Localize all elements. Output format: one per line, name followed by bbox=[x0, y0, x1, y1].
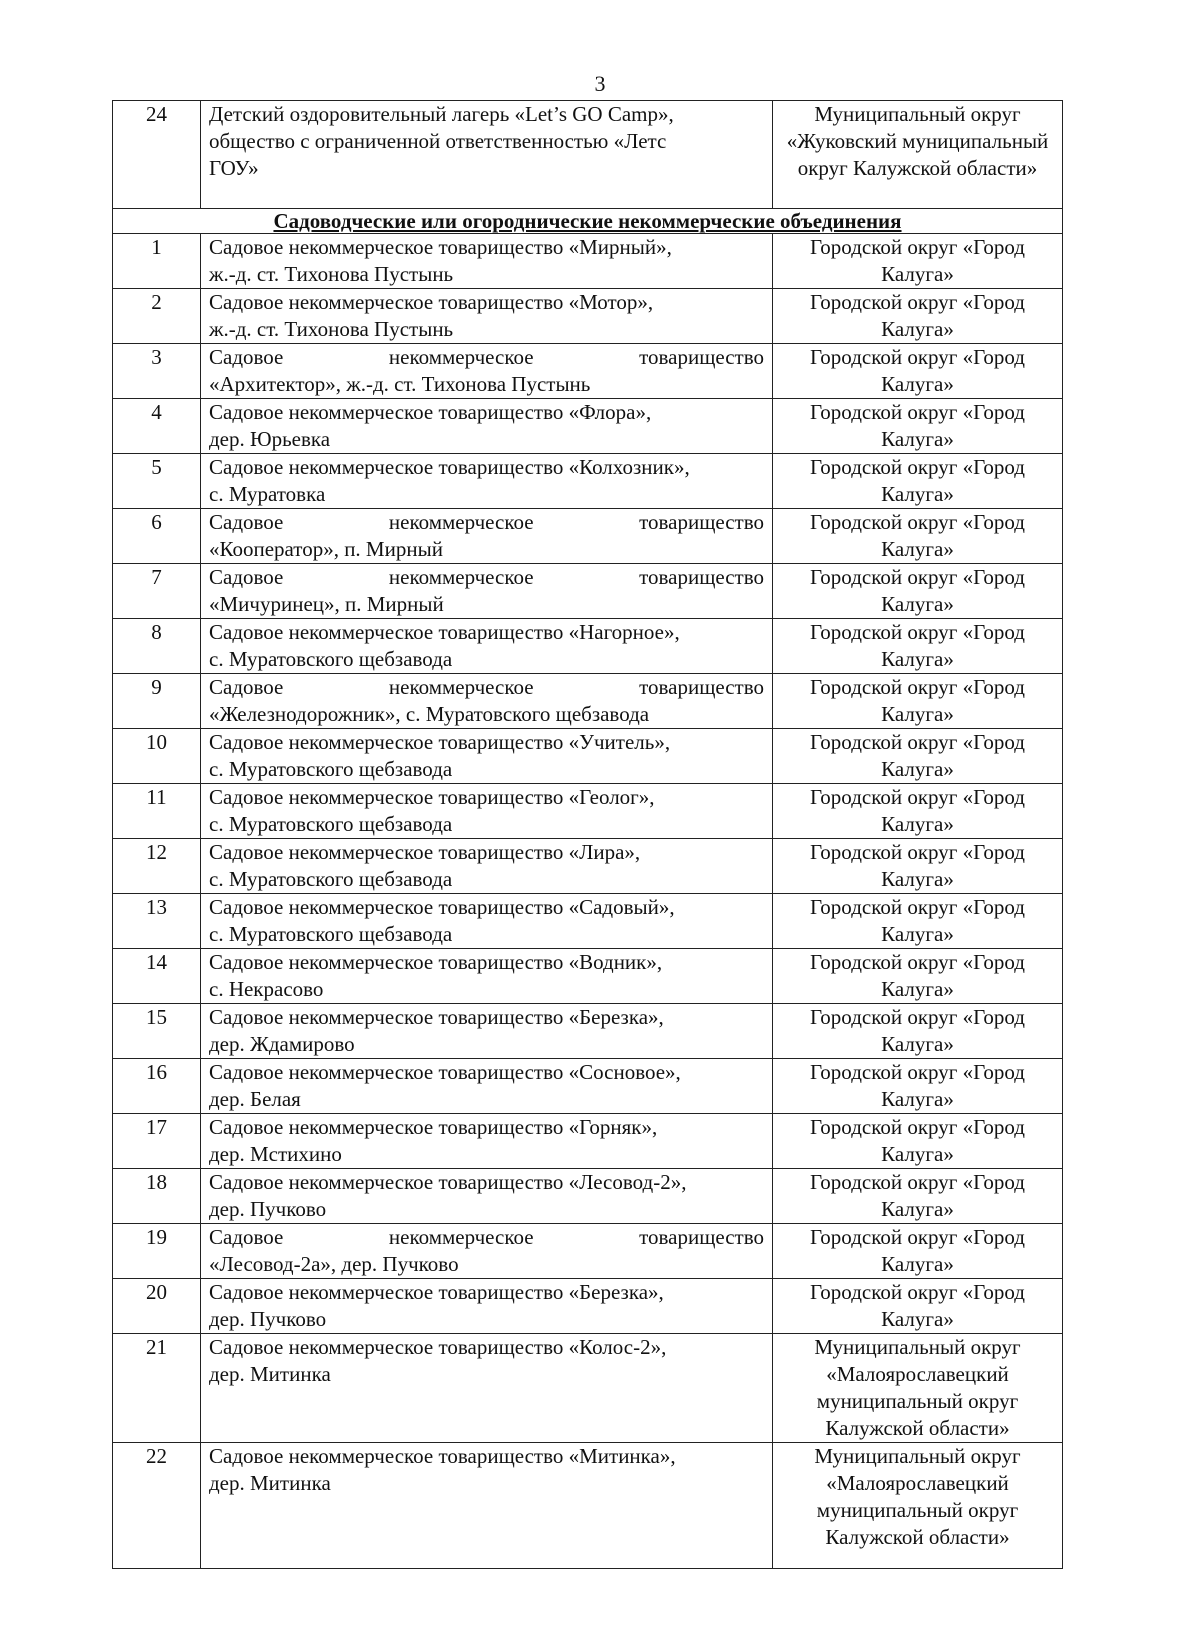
organization-name-line: Садовое некоммерческое товарищество «Мотор», bbox=[209, 290, 654, 314]
table-row bbox=[113, 289, 1063, 344]
row-number: 17 bbox=[113, 1114, 201, 1169]
municipality: Городской округ «Город Калуга» bbox=[773, 344, 1063, 399]
organization-name-line: «Архитектор», ж.-д. ст. Тихонова Пустынь bbox=[209, 372, 591, 396]
table-row bbox=[113, 784, 1063, 839]
row-number: 8 bbox=[113, 619, 201, 674]
organization-name-line: Детский оздоровительный лагерь «Let’s GO Camp», bbox=[209, 102, 674, 126]
municipality: Муниципальный округ «Малоярославецкий муниципальный округ Калужской области» bbox=[773, 1334, 1063, 1443]
municipality: Муниципальный округ «Жуковский муниципальный округ Калужской области» bbox=[773, 101, 1063, 209]
organization-name-line: ж.-д. ст. Тихонова Пустынь bbox=[209, 262, 454, 286]
organization-name bbox=[201, 234, 773, 289]
organization-name-line: «Железнодорожник», с. Муратовского щебзавода bbox=[209, 702, 650, 726]
organization-name-line: дер. Пучково bbox=[209, 1197, 327, 1221]
municipality: Городской округ «Город Калуга» bbox=[773, 1169, 1063, 1224]
municipality: Городской округ «Город Калуга» bbox=[773, 399, 1063, 454]
organization-name-line: дер. Митинка bbox=[209, 1471, 331, 1495]
row-number: 20 bbox=[113, 1279, 201, 1334]
organization-name-line: Садовое некоммерческое товарищество «Нагорное», bbox=[209, 620, 680, 644]
row-number: 13 bbox=[113, 894, 201, 949]
table-row bbox=[113, 234, 1063, 289]
organization-name bbox=[201, 1334, 773, 1443]
municipality: Муниципальный округ «Малоярославецкий муниципальный округ Калужской области» bbox=[773, 1443, 1063, 1569]
table-row bbox=[113, 454, 1063, 509]
organization-name bbox=[201, 399, 773, 454]
table-row bbox=[113, 101, 1063, 209]
organization-name-line: Садовое некоммерческое товарищество bbox=[209, 1225, 764, 1249]
organization-name-line: с. Муратовского щебзавода bbox=[209, 647, 453, 671]
row-number: 12 bbox=[113, 839, 201, 894]
organization-name-line: «Мичуринец», п. Мирный bbox=[209, 592, 444, 616]
municipality: Городской округ «Город Калуга» bbox=[773, 729, 1063, 784]
organization-name-line: общество с ограниченной ответственностью «Летс bbox=[209, 129, 667, 153]
municipality: Городской округ «Город Калуга» bbox=[773, 894, 1063, 949]
table-row bbox=[113, 894, 1063, 949]
row-number: 15 bbox=[113, 1004, 201, 1059]
organization-name bbox=[201, 564, 773, 619]
row-number: 9 bbox=[113, 674, 201, 729]
organization-name-line: Садовое некоммерческое товарищество «Лесовод-2», bbox=[209, 1170, 687, 1194]
organization-name-line: «Кооператор», п. Мирный bbox=[209, 537, 443, 561]
row-number: 6 bbox=[113, 509, 201, 564]
organization-name bbox=[201, 1443, 773, 1569]
organization-name-line: дер. Пучково bbox=[209, 1307, 327, 1331]
organization-name bbox=[201, 1279, 773, 1334]
table-body-camps bbox=[113, 101, 1063, 209]
table-row bbox=[113, 674, 1063, 729]
page-number: 3 bbox=[594, 71, 606, 96]
table-row bbox=[113, 949, 1063, 1004]
table-row bbox=[113, 1114, 1063, 1169]
organization-name-line: Садовое некоммерческое товарищество «Мирный», bbox=[209, 235, 672, 259]
table-row bbox=[113, 509, 1063, 564]
organization-name bbox=[201, 289, 773, 344]
table-row bbox=[113, 729, 1063, 784]
organization-name-line: ж.-д. ст. Тихонова Пустынь bbox=[209, 317, 454, 341]
municipality: Городской округ «Город Калуга» bbox=[773, 674, 1063, 729]
row-number: 14 bbox=[113, 949, 201, 1004]
organization-name-line: Садовое некоммерческое товарищество «Колос-2», bbox=[209, 1335, 667, 1359]
row-number: 4 bbox=[113, 399, 201, 454]
row-number: 7 bbox=[113, 564, 201, 619]
organization-name-line: с. Муратовского щебзавода bbox=[209, 922, 453, 946]
organization-name-line: Садовое некоммерческое товарищество «Лира», bbox=[209, 840, 641, 864]
organization-name-line: Садовое некоммерческое товарищество «Горняк», bbox=[209, 1115, 658, 1139]
row-number: 21 bbox=[113, 1334, 201, 1443]
organization-name bbox=[201, 619, 773, 674]
municipality: Городской округ «Город Калуга» bbox=[773, 949, 1063, 1004]
organization-name-line: «Лесовод-2а», дер. Пучково bbox=[209, 1252, 459, 1276]
municipality: Городской округ «Город Калуга» bbox=[773, 454, 1063, 509]
organization-name bbox=[201, 1059, 773, 1114]
table-row bbox=[113, 619, 1063, 674]
row-number: 11 bbox=[113, 784, 201, 839]
table-row bbox=[113, 344, 1063, 399]
organization-name-line: Садовое некоммерческое товарищество «Водник», bbox=[209, 950, 663, 974]
organization-name bbox=[201, 101, 773, 209]
organizations-table bbox=[112, 100, 1063, 1569]
organization-name bbox=[201, 1004, 773, 1059]
organization-name-line: Садовое некоммерческое товарищество «Садовый», bbox=[209, 895, 675, 919]
organization-name-line: Садовое некоммерческое товарищество «Геолог», bbox=[209, 785, 655, 809]
organization-name bbox=[201, 454, 773, 509]
row-number: 18 bbox=[113, 1169, 201, 1224]
municipality: Городской округ «Город Калуга» bbox=[773, 289, 1063, 344]
organization-name-line: дер. Белая bbox=[209, 1087, 301, 1111]
organization-name bbox=[201, 949, 773, 1004]
table-row bbox=[113, 1004, 1063, 1059]
table-section bbox=[113, 209, 1063, 234]
table-row bbox=[113, 1334, 1063, 1443]
table-body-gardening bbox=[113, 234, 1063, 1569]
organization-name-line: с. Муратовского щебзавода bbox=[209, 812, 453, 836]
organization-name bbox=[201, 784, 773, 839]
row-number: 24 bbox=[113, 101, 201, 209]
organization-name bbox=[201, 509, 773, 564]
row-number: 2 bbox=[113, 289, 201, 344]
organization-name-line: Садовое некоммерческое товарищество «Сосновое», bbox=[209, 1060, 681, 1084]
organization-name-line: Садовое некоммерческое товарищество «Флора», bbox=[209, 400, 652, 424]
table-row bbox=[113, 564, 1063, 619]
municipality: Городской округ «Город Калуга» bbox=[773, 1279, 1063, 1334]
municipality: Городской округ «Город Калуга» bbox=[773, 1114, 1063, 1169]
row-number: 22 bbox=[113, 1443, 201, 1569]
municipality: Городской округ «Город Калуга» bbox=[773, 839, 1063, 894]
table-row bbox=[113, 1443, 1063, 1569]
table-row bbox=[113, 1279, 1063, 1334]
organization-name bbox=[201, 729, 773, 784]
organization-name bbox=[201, 839, 773, 894]
row-number: 19 bbox=[113, 1224, 201, 1279]
table-row bbox=[113, 1169, 1063, 1224]
organization-name-line: с. Муратовского щебзавода bbox=[209, 867, 453, 891]
organization-name-line: Садовое некоммерческое товарищество «Березка», bbox=[209, 1005, 664, 1029]
organization-name bbox=[201, 1169, 773, 1224]
row-number: 5 bbox=[113, 454, 201, 509]
organization-name-line: Садовое некоммерческое товарищество «Митинка», bbox=[209, 1444, 676, 1468]
organization-name-line: Садовое некоммерческое товарищество bbox=[209, 510, 764, 534]
row-number: 3 bbox=[113, 344, 201, 399]
section-title: Садоводческие или огороднические некоммерческие объединения bbox=[113, 209, 1063, 234]
table-row bbox=[113, 839, 1063, 894]
row-number: 16 bbox=[113, 1059, 201, 1114]
organization-name-line: Садовое некоммерческое товарищество bbox=[209, 675, 764, 699]
organization-name-line: с. Муратовского щебзавода bbox=[209, 757, 453, 781]
organization-name-line: дер. Юрьевка bbox=[209, 427, 331, 451]
organization-name-line: дер. Митинка bbox=[209, 1362, 331, 1386]
organization-name-line: Садовое некоммерческое товарищество «Колхозник», bbox=[209, 455, 690, 479]
organization-name-line: дер. Мстихино bbox=[209, 1142, 342, 1166]
organization-name-line: с. Некрасово bbox=[209, 977, 324, 1001]
organization-name-line: Садовое некоммерческое товарищество bbox=[209, 565, 764, 589]
municipality: Городской округ «Город Калуга» bbox=[773, 1004, 1063, 1059]
organization-name-line: Садовое некоммерческое товарищество «Березка», bbox=[209, 1280, 664, 1304]
organization-name bbox=[201, 344, 773, 399]
organization-name-line: дер. Ждамирово bbox=[209, 1032, 355, 1056]
table-row bbox=[113, 1059, 1063, 1114]
municipality: Городской округ «Город Калуга» bbox=[773, 1224, 1063, 1279]
municipality: Городской округ «Город Калуга» bbox=[773, 564, 1063, 619]
organization-name bbox=[201, 1224, 773, 1279]
municipality: Городской округ «Город Калуга» bbox=[773, 619, 1063, 674]
organization-name bbox=[201, 674, 773, 729]
table-row bbox=[113, 1224, 1063, 1279]
municipality: Городской округ «Город Калуга» bbox=[773, 234, 1063, 289]
organization-name bbox=[201, 1114, 773, 1169]
organization-name-line: с. Муратовка bbox=[209, 482, 326, 506]
organization-name bbox=[201, 894, 773, 949]
table-row bbox=[113, 399, 1063, 454]
municipality: Городской округ «Город Калуга» bbox=[773, 784, 1063, 839]
municipality: Городской округ «Город Калуга» bbox=[773, 509, 1063, 564]
row-number: 10 bbox=[113, 729, 201, 784]
organization-name-line: ГОУ» bbox=[209, 156, 259, 180]
organization-name-line: Садовое некоммерческое товарищество bbox=[209, 345, 764, 369]
organization-name-line: Садовое некоммерческое товарищество «Учитель», bbox=[209, 730, 671, 754]
municipality: Городской округ «Город Калуга» bbox=[773, 1059, 1063, 1114]
section-header-row bbox=[113, 209, 1063, 234]
row-number: 1 bbox=[113, 234, 201, 289]
